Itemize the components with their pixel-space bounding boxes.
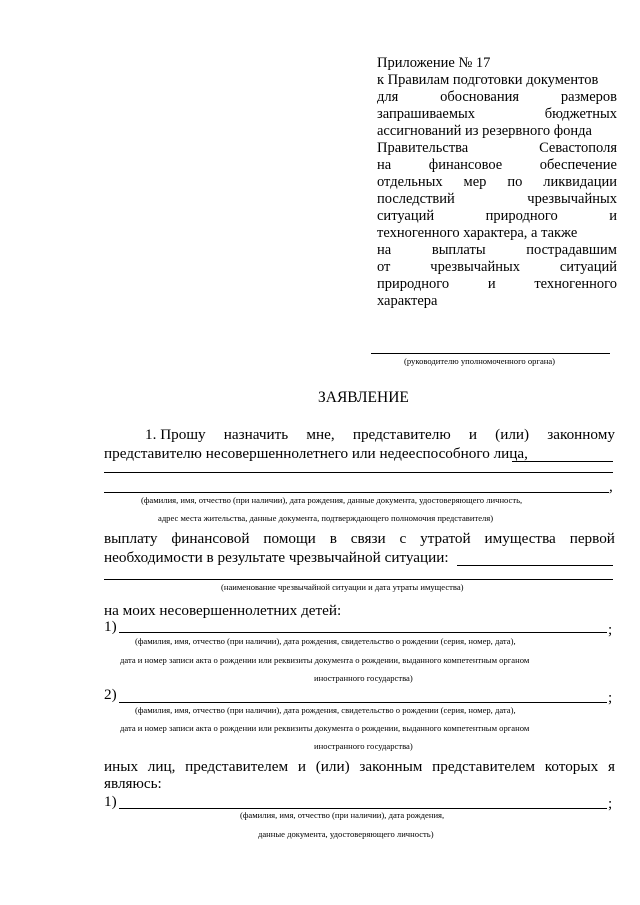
appendix-line — [377, 72, 617, 89]
appendix-word: чрезвычайных — [430, 259, 520, 275]
appendix-word: последствий — [377, 191, 455, 207]
appendix-word: мер — [463, 174, 487, 190]
appendix-word: размеров — [560, 89, 617, 105]
appendix-line — [377, 259, 617, 276]
appendix-word: техногенного характера, а также — [377, 225, 578, 241]
word: утратой — [420, 530, 471, 547]
p2-line2-blank — [457, 565, 613, 566]
child-1-caption-1: (фамилия, имя, отчество (при наличии), дата рождения, свидетельство о рождении (серия, номер, дата), — [135, 636, 516, 646]
child-1-number: 1) — [104, 618, 117, 635]
word: в — [329, 530, 337, 547]
word: имущества — [484, 530, 556, 547]
word: иных — [104, 758, 139, 775]
appendix-word: и — [487, 276, 496, 292]
appendix-line — [377, 157, 617, 174]
p1-caption-fio: (фамилия, имя, отчество (при наличии), дата рождения, данные документа, удостоверяющего личность, — [141, 495, 523, 505]
others-number: 1) — [104, 793, 117, 810]
word: (или) — [495, 426, 530, 443]
appendix-line — [377, 191, 617, 208]
recipient-caption: (руководителю уполномоченного органа) — [404, 356, 556, 366]
appendix-word: пострадавшим — [526, 242, 617, 258]
child-2-caption-1: (фамилия, имя, отчество (при наличии), дата рождения, свидетельство о рождении (серия, номер, дата), — [135, 705, 516, 715]
word: лиц, — [147, 758, 176, 775]
p2-caption: (наименование чрезвычайной ситуации и дата утраты имущества) — [221, 582, 464, 592]
appendix-word: техногенного — [534, 276, 617, 292]
word: представителю — [352, 426, 451, 443]
word: связи — [350, 530, 386, 547]
p1-comma: , — [609, 478, 613, 495]
word: первой — [569, 530, 615, 547]
appendix-line — [377, 106, 617, 123]
word: представителем — [185, 758, 289, 775]
appendix-word: обеспечение — [539, 157, 617, 173]
child-1-line — [119, 632, 607, 633]
appendix-word: ситуаций — [559, 259, 617, 275]
word: которых — [544, 758, 599, 775]
appendix-word: обоснования — [440, 89, 520, 105]
appendix-word: ассигнований из резервного фонда — [377, 123, 592, 139]
others-line — [119, 808, 607, 809]
appendix-line — [377, 208, 617, 225]
p2-blank-line — [104, 579, 613, 580]
appendix-word: на — [377, 157, 392, 173]
word: помощи — [263, 530, 316, 547]
child-1-caption-2: дата и номер записи акта о рождении или реквизиты документа о рождении, выданного компетентным органом — [120, 655, 530, 665]
appendix-line — [377, 225, 617, 242]
word: 1. Прошу — [145, 426, 206, 443]
appendix-line — [377, 174, 617, 191]
appendix-line — [377, 293, 617, 310]
word: выплату — [104, 530, 158, 547]
recipient-line — [371, 353, 610, 354]
word: и — [297, 758, 306, 775]
appendix-word: от — [377, 259, 391, 275]
appendix-word: для — [377, 89, 399, 105]
p2-line1 — [104, 530, 615, 548]
others-end: ; — [608, 795, 613, 812]
child-1-end: ; — [608, 621, 613, 638]
others-caption-2: данные документа, удостоверяющего личность) — [258, 829, 434, 839]
appendix-word: Правительства — [377, 140, 469, 156]
appendix-word: отдельных — [377, 174, 443, 190]
appendix-word: природного — [377, 276, 450, 292]
appendix-word: запрашиваемых — [377, 106, 476, 122]
child-1-caption-3: иностранного государства) — [314, 673, 413, 683]
appendix-word: выплаты — [431, 242, 486, 258]
word: финансовой — [171, 530, 250, 547]
p1-caption-address: адрес места жительства, данные документа, подтверждающего полномочия представителя) — [158, 513, 494, 523]
appendix-word: и — [609, 208, 617, 224]
others-line1 — [104, 758, 615, 776]
child-2-number: 2) — [104, 686, 117, 703]
appendix-line — [377, 140, 617, 157]
p2-line2: необходимости в результате чрезвычайной ситуации: — [104, 549, 449, 566]
appendix-word: на — [377, 242, 392, 258]
p1-fio-line — [104, 492, 609, 493]
appendix-word: ситуаций — [377, 208, 435, 224]
word: с — [399, 530, 407, 547]
appendix-word: Приложение № 17 — [377, 55, 491, 71]
appendix-line — [377, 242, 617, 259]
word: я — [607, 758, 615, 775]
others-caption-1: (фамилия, имя, отчество (при наличии), дата рождения, — [240, 810, 445, 820]
appendix-line — [377, 89, 617, 106]
word: законным — [359, 758, 423, 775]
appendix-word: бюджетных — [544, 106, 617, 122]
appendix-word: к Правилам подготовки документов — [377, 72, 599, 88]
document-title: ЗАЯВЛЕНИЕ — [318, 389, 409, 406]
word: и — [468, 426, 477, 443]
appendix-block — [377, 55, 617, 310]
appendix-word: природного — [485, 208, 558, 224]
appendix-line — [377, 55, 617, 72]
appendix-word: ликвидации — [543, 174, 617, 190]
word: назначить — [223, 426, 289, 443]
p1-line2-blank — [512, 461, 613, 462]
word: законному — [547, 426, 615, 443]
appendix-line — [377, 123, 617, 140]
children-heading: на моих несовершеннолетних детей: — [104, 602, 342, 619]
word: мне, — [306, 426, 335, 443]
appendix-line — [377, 276, 617, 293]
appendix-word: по — [507, 174, 523, 190]
appendix-word: чрезвычайных — [527, 191, 617, 207]
child-2-end: ; — [608, 689, 613, 706]
child-2-caption-3: иностранного государства) — [314, 741, 413, 751]
appendix-word: финансовое — [428, 157, 503, 173]
appendix-word: Севастополя — [539, 140, 617, 156]
appendix-word: характера — [377, 293, 438, 309]
p1-line1 — [145, 426, 615, 444]
child-2-caption-2: дата и номер записи акта о рождении или реквизиты документа о рождении, выданного компетентным органом — [120, 723, 530, 733]
p1-line2: представителю несовершеннолетнего или недееспособного лица, — [104, 445, 528, 462]
child-2-line — [119, 702, 607, 703]
others-line2: являюсь: — [104, 775, 162, 792]
word: (или) — [315, 758, 350, 775]
word: представителем — [432, 758, 536, 775]
p1-blank-line — [104, 472, 613, 473]
